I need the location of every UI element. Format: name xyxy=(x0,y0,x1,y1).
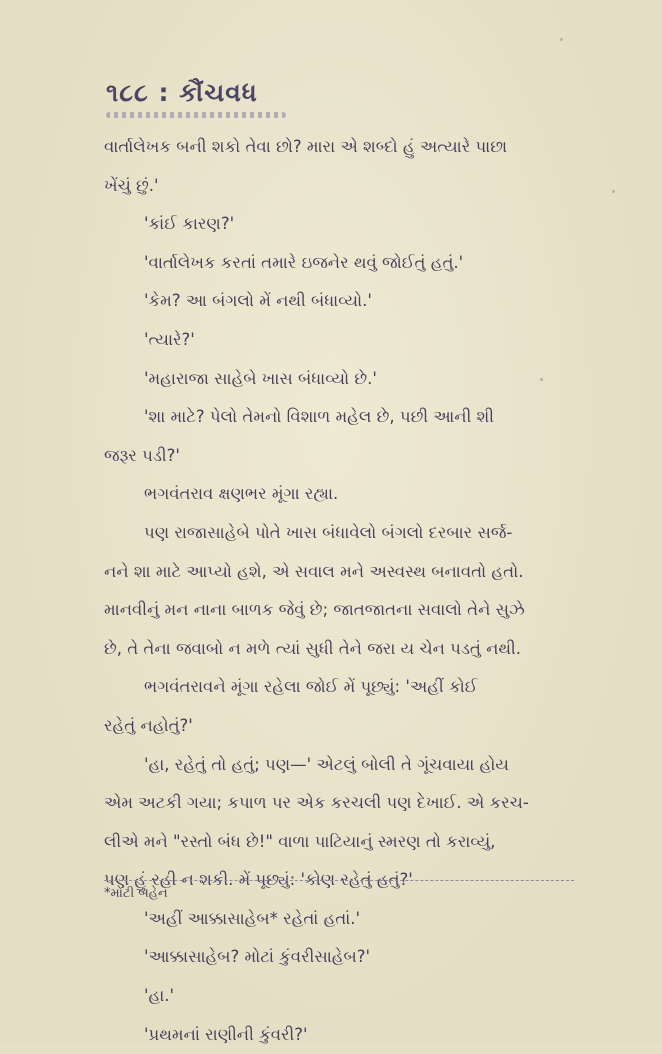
text-line: પણ રાજાસાહેબે પોતે ખાસ બંધાવેલો બંગલો દરબાર સર્જ- xyxy=(144,522,513,542)
text-line: 'આક્કાસાહેબ? મોટાં કુંવરીસાહેબ?' xyxy=(144,947,371,967)
text-line: 'અહીં આક્કાસાહેબ* રહેતાં હતાં.' xyxy=(144,908,361,928)
paper-speck xyxy=(612,190,615,193)
text-line: જરૂર પડી?' xyxy=(104,445,180,465)
text-line: લીએ મને "રસ્તો બંધ છે!" વાળા પાટિયાનું સ્મરણ તો કરાવ્યું, xyxy=(104,831,496,851)
text-line: વાર્તાલેખક બની શકો તેવા છો? મારા એ શબ્દો હું અત્યારે પાછા xyxy=(104,137,508,156)
text-line: રહેતું નહોતું?' xyxy=(104,715,193,735)
text-line: 'વાર્તાલેખક કરતાં તમારે ઇજનેર થવું જોઈતું હતું.' xyxy=(144,252,464,272)
footnote-divider xyxy=(104,880,574,881)
text-line: 'શા માટે? પેલો તેમનો વિશાળ મહેલ છે, પછી આની શી xyxy=(144,407,494,427)
text-line: 'કાંઈ કારણ?' xyxy=(144,214,235,234)
text-line: એમ અટકી ગયા; કપાળ પર એક કરચલી પણ દેખાઈ. એ કરચ- xyxy=(104,793,529,813)
paper-speck xyxy=(540,378,543,381)
footnote: *મોટી બહેન xyxy=(104,886,168,901)
text-line: 'મહારાજા સાહેબે ખાસ બંધાવ્યો છે.' xyxy=(144,368,377,388)
text-line: નને શા માટે આપ્યો હશે, એ સવાલ મને અસ્વસ્થ બનાવતો હતો. xyxy=(104,561,524,581)
text-line: ભગવંતરાવ ક્ષણભર મૂંગા રહ્યા. xyxy=(144,484,339,504)
body-text xyxy=(104,128,576,1054)
page-header: ૧૮૮ : કૌંચવધ xyxy=(106,78,258,107)
text-line: ભગવંતરાવને મૂંગા રહેલા જોઈ મેં પૂછ્યું: 'અહીં કોઈ xyxy=(144,677,478,697)
text-line: ખેંચું છું.' xyxy=(104,175,159,195)
text-line: 'હા.' xyxy=(144,986,175,1006)
paper-speck xyxy=(560,38,563,41)
header-underline xyxy=(106,112,286,118)
text-line: 'કેમ? આ બંગલો મેં નથી બંધાવ્યો.' xyxy=(144,291,372,311)
text-line: પણ હું રહી ન શકી. મેં પૂછ્યું: 'કોણ રહેતું હતું?' xyxy=(104,870,413,890)
text-line: 'ત્યારે?' xyxy=(144,329,195,349)
text-line: માનવીનું મન નાના બાળક જેવું છે; જાતજાતના સવાલો તેને સુઝે xyxy=(104,600,525,620)
text-line: 'હા, રહેતું તો હતું; પણ—' એટલું બોલી તે ગૂંચવાયા હોય xyxy=(144,754,509,774)
text-line: 'પ્રથમનાં રાણીની કુંવરી?' xyxy=(144,1024,308,1044)
text-line: છે, તે તેના જવાબો ન મળે ત્યાં સુધી તેને જરા ય ચેન પડતું નથી. xyxy=(104,638,521,658)
